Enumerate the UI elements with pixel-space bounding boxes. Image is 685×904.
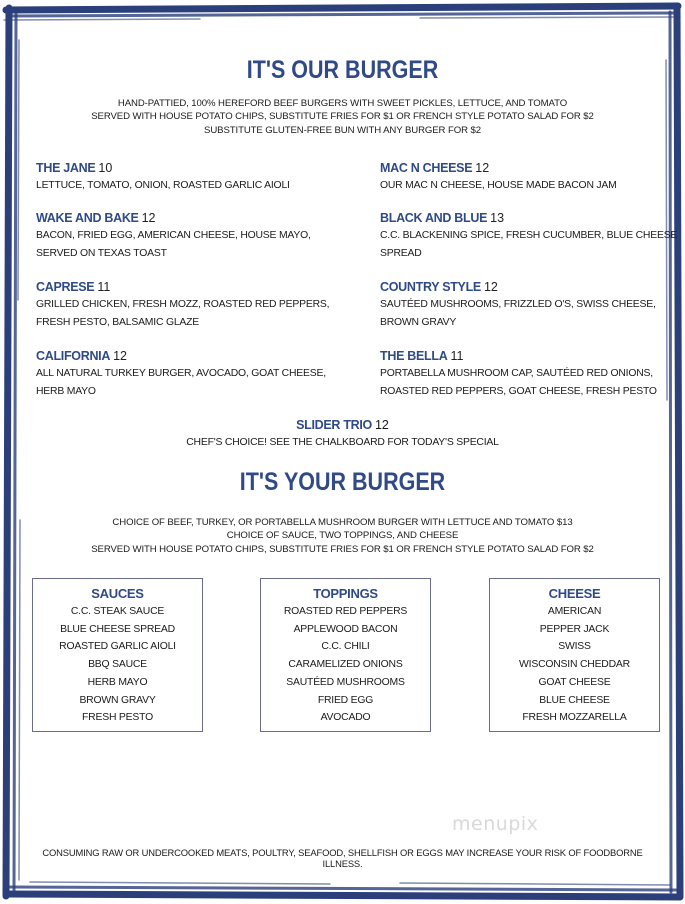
list-item: ROASTED RED PEPPERS (283, 606, 408, 617)
sauces-box (32, 578, 203, 732)
item-description: LETTUCE, TOMATO, ONION, ROASTED GARLIC AIOLI (36, 180, 290, 191)
item-name: COUNTRY STYLE (380, 280, 481, 294)
intro-line: SERVED WITH HOUSE POTATO CHIPS, SUBSTITUTE FRIES FOR $1 OR FRENCH STYLE POTATO SALAD FOR $2 (91, 111, 594, 123)
list-item: BROWN GRAVY (79, 694, 156, 706)
section-title-our-burger: IT'S OUR BURGER (246, 56, 439, 84)
menu-item-mac-n-cheese (380, 159, 680, 195)
item-description: ALL NATURAL TURKEY BURGER, AVOCADO, GOAT CHEESE, (36, 368, 326, 379)
menu-item-the-jane (36, 159, 336, 195)
list-item: WISCONSIN CHEDDAR (519, 659, 630, 671)
list-item: C.C. CHILI (321, 641, 370, 653)
list-item: C.C. STEAK SAUCE (70, 606, 165, 617)
cheese-box (489, 578, 660, 732)
item-name: THE BELLA (380, 349, 448, 363)
item-price: 12 (475, 161, 490, 175)
menu-item-black-and-blue (380, 209, 680, 262)
your-burger-intro (22, 516, 663, 556)
item-price: 11 (97, 280, 111, 294)
list-item: SWISS (558, 641, 591, 653)
menu-item-the-bella (380, 347, 680, 400)
list-item: SAUTÉED MUSHROOMS (286, 676, 405, 688)
list-item: BLUE CHEESE (539, 694, 610, 706)
item-name: MAC N CHEESE (380, 161, 473, 175)
our-burger-intro (22, 97, 663, 137)
item-name: WAKE AND BAKE (36, 211, 139, 225)
menu-item-country-style (380, 278, 680, 331)
item-name: CAPRESE (36, 280, 95, 294)
list-item: BBQ SAUCE (88, 659, 147, 671)
list-item: HERB MAYO (87, 676, 148, 688)
item-description: ROASTED RED PEPPERS, GOAT CHEESE, FRESH PESTO (380, 385, 657, 397)
item-description: BACON, FRIED EGG, AMERICAN CHEESE, HOUSE MAYO, (36, 230, 311, 241)
intro-line: HAND-PATTIED, 100% HEREFORD BEEF BURGERS WITH SWEET PICKLES, LETTUCE, AND TOMATO (117, 98, 568, 109)
item-description: SERVED ON TEXAS TOAST (36, 247, 167, 259)
box-title: SAUCES (91, 586, 144, 601)
intro-line: SERVED WITH HOUSE POTATO CHIPS, SUBSTITUTE FRIES FOR $1 OR FRENCH STYLE POTATO SALAD FOR $2 (91, 543, 594, 555)
watermark: menupix (452, 813, 539, 835)
item-price: 13 (490, 211, 505, 225)
item-description: C.C. BLACKENING SPICE, FRESH CUCUMBER, BLUE CHEESE (380, 230, 678, 241)
item-description: FRESH PESTO, BALSAMIC GLAZE (36, 316, 200, 328)
menu-item-caprese (36, 278, 336, 331)
item-description: BROWN GRAVY (380, 316, 457, 328)
item-price: 11 (450, 349, 464, 363)
item-description: PORTABELLA MUSHROOM CAP, SAUTÉED RED ONIONS, (380, 368, 653, 379)
menu-item-california (36, 347, 336, 400)
list-item: FRESH PESTO (82, 712, 153, 724)
list-item: PEPPER JACK (539, 623, 610, 635)
item-price: 10 (98, 161, 113, 175)
list-item: CARAMELIZED ONIONS (288, 659, 403, 671)
box-title: TOPPINGS (313, 586, 378, 601)
menu-item-wake-and-bake (36, 209, 336, 262)
item-price: 12 (374, 418, 389, 432)
intro-line: SUBSTITUTE GLUTEN-FREE BUN WITH ANY BURGER FOR $2 (204, 124, 481, 136)
list-item: APPLEWOOD BACON (293, 623, 398, 635)
item-description: OUR MAC N CHEESE, HOUSE MADE BACON JAM (380, 180, 617, 191)
item-price: 12 (483, 280, 498, 294)
item-description: GRILLED CHICKEN, FRESH MOZZ, ROASTED RED PEPPERS, (36, 299, 330, 310)
item-price: 12 (141, 211, 156, 225)
list-item: AVOCADO (320, 712, 371, 724)
item-description: HERB MAYO (36, 385, 96, 397)
intro-line: CHOICE OF SAUCE, TWO TOPPINGS, AND CHEESE (226, 530, 459, 542)
food-safety-disclaimer: CONSUMING RAW OR UNDERCOOKED MEATS, POULTRY, SEAFOOD, SHELLFISH OR EGGS MAY INCREASE YOUR RISK OF FOODBORNE ILLNESS. (42, 847, 643, 869)
menu-item-slider-trio (22, 416, 663, 451)
list-item: FRESH MOZZARELLA (522, 712, 627, 724)
toppings-box (260, 578, 431, 732)
list-item: AMERICAN (547, 606, 602, 617)
item-name: BLACK AND BLUE (380, 211, 488, 225)
menu-page (22, 22, 678, 884)
item-description: SAUTÉED MUSHROOMS, FRIZZLED O'S, SWISS CHEESE, (380, 299, 656, 310)
item-name: THE JANE (36, 161, 96, 175)
item-description: SPREAD (380, 247, 422, 259)
list-item: ROASTED GARLIC AIOLI (59, 641, 176, 653)
section-title-your-burger: IT'S YOUR BURGER (239, 468, 446, 496)
list-item: BLUE CHEESE SPREAD (60, 623, 175, 635)
item-name: CALIFORNIA (36, 349, 111, 363)
list-item: GOAT CHEESE (538, 676, 611, 688)
intro-line: CHOICE OF BEEF, TURKEY, OR PORTABELLA MUSHROOM BURGER WITH LETTUCE AND TOMATO $13 (112, 517, 573, 528)
box-title: CHEESE (548, 586, 601, 601)
list-item: FRIED EGG (317, 694, 374, 706)
item-price: 12 (113, 349, 127, 363)
item-description: CHEF'S CHOICE! SEE THE CHALKBOARD FOR TODAY'S SPECIAL (186, 437, 499, 448)
item-name: SLIDER TRIO (296, 418, 372, 432)
